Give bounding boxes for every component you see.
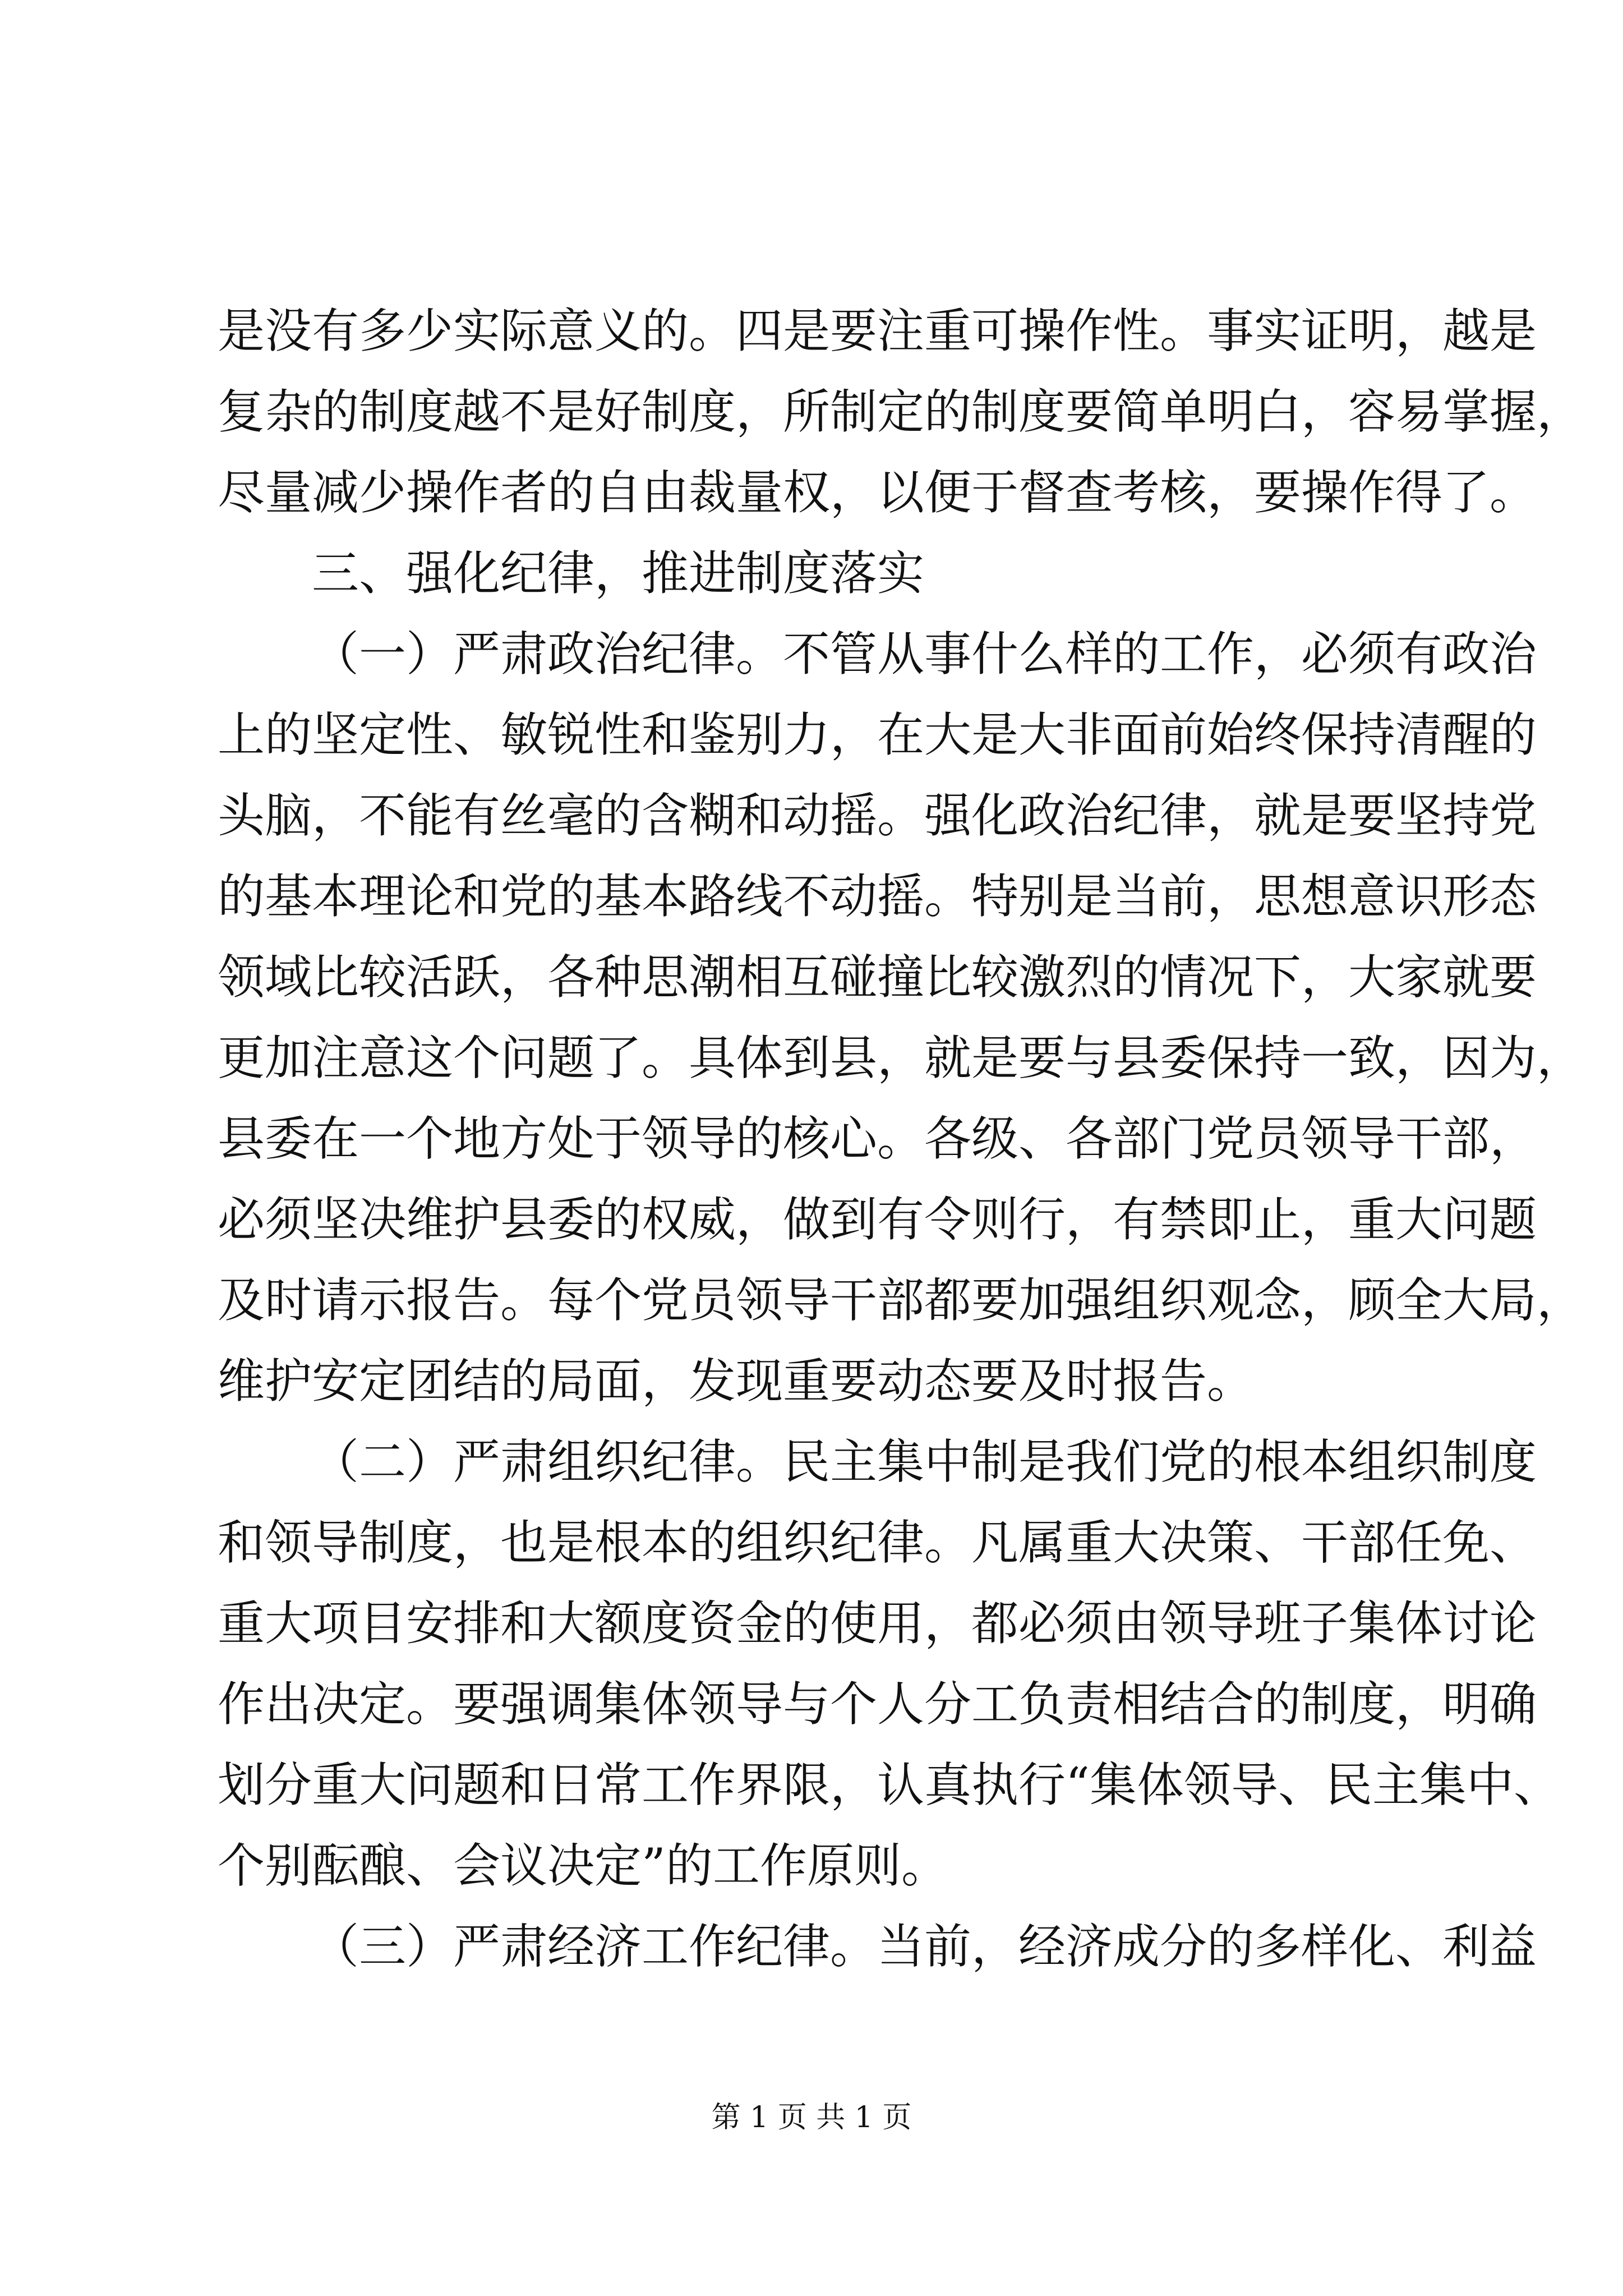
paragraph-first-line: （二）严肃组织纪律。民主集中制是我们党的根本组织制度 [312, 1434, 1537, 1489]
text-line: 是没有多少实际意义的。四是要注重可操作性。事实证明，越是 [218, 303, 1537, 358]
paragraph-first-line: （三）严肃经济工作纪律。当前，经济成分的多样化、利益 [312, 1919, 1537, 1974]
page-footer: 第 1 页 共 1 页 [711, 2101, 912, 2134]
text-line: 的基本理论和党的基本路线不动摇。特别是当前，思想意识形态 [218, 869, 1537, 924]
text-line: 重大项目安排和大额度资金的使用，都必须由领导班子集体讨论 [218, 1596, 1537, 1651]
text-line: 及时请示报告。每个党员领导干部都要加强组织观念，顾全大局， [218, 1273, 1584, 1328]
section-heading: 三、强化纪律，推进制度落实 [312, 546, 925, 601]
text-line: 上的坚定性、敏锐性和鉴别力，在大是大非面前始终保持清醒的 [218, 707, 1537, 762]
paragraph-first-line: （一）严肃政治纪律。不管从事什么样的工作，必须有政治 [312, 627, 1537, 682]
text-line: 和领导制度，也是根本的组织纪律。凡属重大决策、干部任免、 [218, 1515, 1537, 1570]
document-body [218, 291, 1584, 1987]
text-line: 尽量减少操作者的自由裁量权，以便于督查考核，要操作得了。 [218, 465, 1537, 520]
text-line: 更加注意这个问题了。具体到县，就是要与县委保持一致，因为， [218, 1030, 1584, 1085]
text-line: 必须坚决维护县委的权威，做到有令则行，有禁即止，重大问题 [218, 1192, 1537, 1247]
text-line: 头脑，不能有丝毫的含糊和动摇。强化政治纪律，就是要坚持党 [218, 788, 1537, 843]
text-line: 作出决定。要强调集体领导与个人分工负责相结合的制度，明确 [218, 1677, 1537, 1732]
text-line: 维护安定团结的局面，发现重要动态要及时报告。 [218, 1354, 1255, 1409]
text-line: 复杂的制度越不是好制度，所制定的制度要简单明白，容易掌握， [218, 384, 1584, 439]
text-line: 个别酝酿、会议决定”的工作原则。 [218, 1838, 948, 1893]
text-line: 划分重大问题和日常工作界限，认真执行“集体领导、民主集中、 [218, 1757, 1561, 1812]
text-line: 县委在一个地方处于领导的核心。各级、各部门党员领导干部， [218, 1111, 1537, 1166]
text-line: 领域比较活跃，各种思潮相互碰撞比较激烈的情况下，大家就要 [218, 950, 1537, 1005]
